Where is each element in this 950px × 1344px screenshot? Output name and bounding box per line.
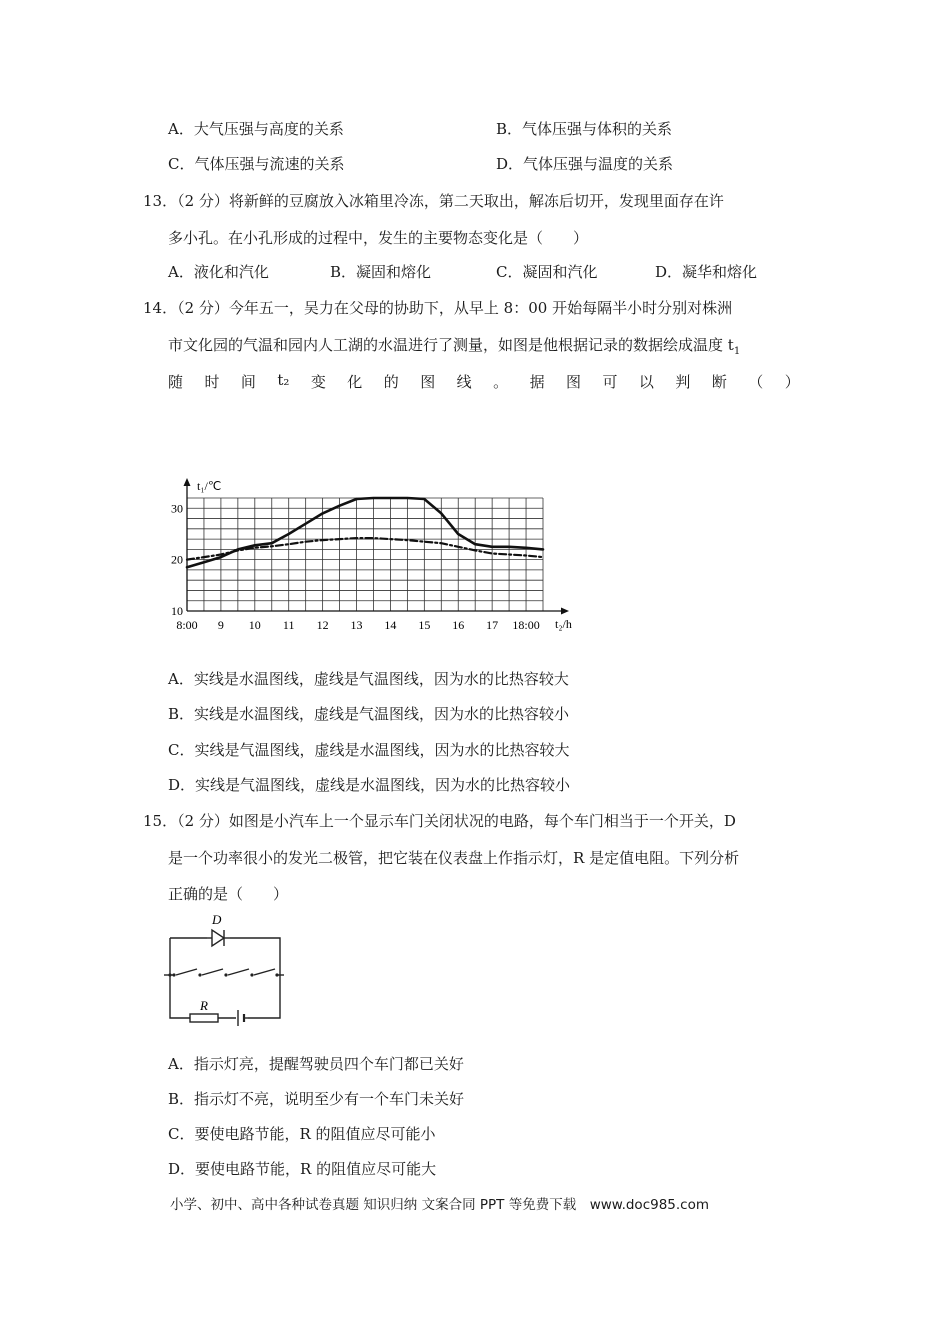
y-tick-label: 20 <box>171 552 183 567</box>
q15-stem-line2: 是一个功率很小的发光二极管，把它装在仪表盘上作指示灯，R 是定值电阻。下列分析 <box>168 849 740 867</box>
q15-option-c: C．要使电路节能，R 的阻值应尽可能小 <box>168 1125 436 1143</box>
q14-line3-char: 据 <box>529 373 545 391</box>
q14-line3-char: 以 <box>638 373 654 391</box>
chart-grid <box>187 498 543 611</box>
q15-stem-line1: 15．（2 分）如图是小汽车上一个显示车门关闭状况的电路，每个车门相当于一个开关，D <box>143 812 736 830</box>
q14-line3-char: 变 <box>310 373 326 391</box>
switch-4 <box>254 969 275 975</box>
q13-stem-line1: 13．（2 分）将新鲜的豆腐放入冰箱里冷冻，第二天取出，解冻后切开，发现里面存在许 <box>143 192 724 210</box>
q14-line3-char: 断 <box>711 373 727 391</box>
q14-stem-line2 <box>168 334 740 357</box>
diode-label: D <box>212 912 222 927</box>
q14-line3-char: 图 <box>566 373 582 391</box>
x-tick-label: 14 <box>384 618 397 632</box>
q14-line3-char: t₂ <box>277 371 290 389</box>
q15-stem-line3: 正确的是（ ） <box>168 885 289 903</box>
x-tick-label: 11 <box>282 618 295 632</box>
chart-tick-labels <box>171 501 540 632</box>
q14-line3-char: 判 <box>675 373 691 391</box>
q12-option-b: B．气体压强与体积的关系 <box>496 120 673 138</box>
chart-x-axis-label: t₂/h <box>555 617 572 631</box>
resistor-symbol <box>190 1014 218 1022</box>
x-tick-label: 15 <box>418 618 431 632</box>
q14-line3-char: 时 <box>204 373 220 391</box>
switch-2 <box>202 969 223 975</box>
q14-line3-char: 随 <box>168 373 184 391</box>
q15-option-a: A．指示灯亮，提醒驾驶员四个车门都已关好 <box>168 1055 464 1073</box>
q13-option-a: A．液化和汽化 <box>168 263 269 281</box>
x-tick-label: 13 <box>350 618 363 632</box>
q14-stem-line1: 14．（2 分）今年五一，吴力在父母的协助下，从早上 8：00 开始每隔半小时分别对株洲 <box>143 299 733 317</box>
q15-option-b: B．指示灯不亮，说明至少有一个车门未关好 <box>168 1090 465 1108</box>
x-tick-label: 9 <box>217 618 224 632</box>
circuit-wire-top-right <box>230 938 280 1018</box>
q14-option-a: A．实线是水温图线，虚线是气温图线，因为水的比热容较大 <box>168 670 569 688</box>
page-footer: 小学、初中、高中各种试卷真题 知识归纳 文案合同 PPT 等免费下载 www.doc985.com <box>170 1197 710 1213</box>
resistor-label: R <box>200 998 208 1013</box>
circuit-diagram <box>162 910 287 1028</box>
q12-option-c: C．气体压强与流速的关系 <box>168 155 345 173</box>
q14-line3-char: 间 <box>240 373 256 391</box>
temperature-chart <box>165 478 585 638</box>
q15-option-d: D．要使电路节能，R 的阻值应尽可能大 <box>168 1160 437 1178</box>
q14-stem-line2-text: 市文化园的气温和园内人工湖的水温进行了测量，如图是他根据记录的数据绘成温度 t <box>168 336 734 354</box>
circuit-wire-left <box>170 938 190 1018</box>
q13-option-b: B．凝固和熔化 <box>330 263 432 281</box>
q13-stem-line2: 多小孔。在小孔形成的过程中，发生的主要物态变化是（ ） <box>168 229 589 247</box>
q14-line3-char: 线 <box>456 373 472 391</box>
q14-option-d: D．实线是气温图线，虚线是水温图线，因为水的比热容较小 <box>168 776 571 794</box>
q14-option-b: B．实线是水温图线，虚线是气温图线，因为水的比热容较小 <box>168 705 570 723</box>
q14-line3-char: ） <box>784 373 800 391</box>
x-tick-label: 10 <box>248 618 261 632</box>
q14-line3-char: 化 <box>347 373 363 391</box>
q14-stem-line3 <box>168 371 800 392</box>
q14-option-c: C．实线是气温图线，虚线是水温图线，因为水的比热容较大 <box>168 741 570 759</box>
switch-1 <box>176 969 197 975</box>
diode-symbol <box>212 930 224 946</box>
x-tick-label: 12 <box>316 618 329 632</box>
x-tick-label: 16 <box>452 618 465 632</box>
q14-line3-char: 可 <box>602 373 618 391</box>
q14-line3-char: 的 <box>383 373 399 391</box>
switch-3 <box>228 969 249 975</box>
y-tick-label: 10 <box>171 604 183 618</box>
q13-option-c: C．凝固和汽化 <box>496 263 598 281</box>
q12-option-d: D．气体压强与温度的关系 <box>496 155 674 173</box>
q14-line3-char: 图 <box>420 373 436 391</box>
chart-y-axis-label: t₁/℃ <box>197 479 222 493</box>
x-axis-arrow <box>561 608 569 615</box>
q13-option-d: D．凝华和熔化 <box>655 263 758 281</box>
y-tick-label: 30 <box>171 501 183 516</box>
y-axis-arrow <box>184 478 191 486</box>
q14-line3-char: （ <box>748 373 764 391</box>
q14-stem-line2-subscript: 1 <box>733 346 741 357</box>
q14-line3-char: 。 <box>493 373 509 391</box>
x-tick-label: 17 <box>486 618 499 632</box>
q12-option-a: A．大气压强与高度的关系 <box>168 120 344 138</box>
x-tick-label: 8:00 <box>176 618 198 632</box>
x-tick-label: 18:00 <box>512 618 540 632</box>
